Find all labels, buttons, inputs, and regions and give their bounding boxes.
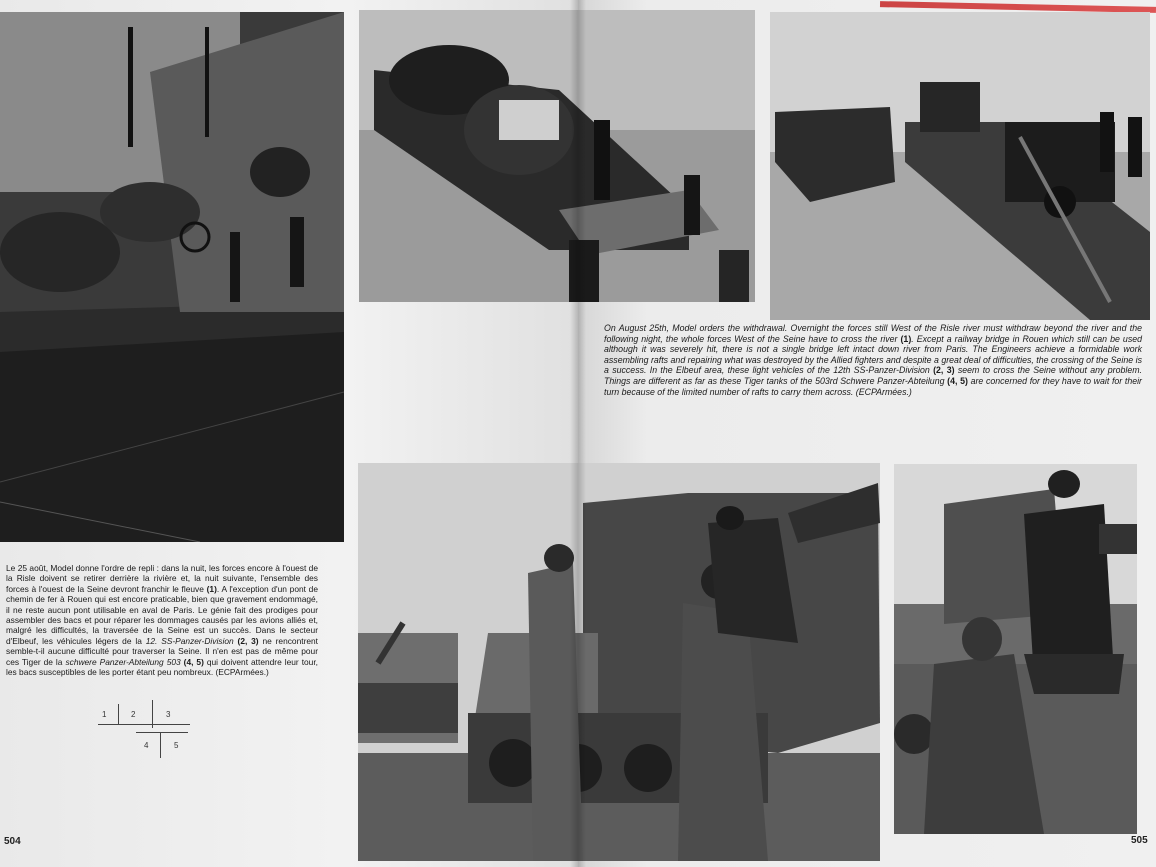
caption-en-text-2: . Except a railway bridge in Rouen which still can be used although it was severely hit, there is not a single bridge left intact down river from Paris. The Engineers achieve a formidable work assembling rafts and repairing what was destroyed by the Allied fighters and despite a great deal of difficulties, the crossing of the Seine is a success. In the Elbeuf area, these light vehicles of the 12th SS-Panzer-Division: [604, 333, 1143, 376]
caption-en-text-3: seem to cross the Seine without any problem. Things are different as far as these Tiger tanks of the 503rd Schwere Panzer-Abteilung: [604, 365, 1142, 386]
page-number-right: 505: [1131, 835, 1148, 846]
layout-key-hline-2: [136, 732, 188, 733]
caption-french: [6, 563, 318, 677]
caption-fr-text-1: Le 25 août, Model donne l'ordre de repli : dans la nuit, les forces encore à l'ouest de la Risle doivent se retirer derrière la rivière et, la nuit suivante, l'ensemble des forces à l'ouest de la Seine devront franchir le fleuve: [6, 563, 318, 594]
layout-key-vline-2: [152, 700, 153, 724]
photo-raft-truck-image: [770, 12, 1150, 320]
caption-fr-unit-2: schwere Panzer-Abteilung 503: [65, 656, 181, 667]
photo-tiger-crewman: [894, 464, 1137, 834]
layout-key-hline: [98, 724, 190, 725]
layout-key-cell-3: 3: [166, 710, 171, 719]
layout-key-vline-3: [152, 724, 153, 728]
caption-en-text-4: are concerned for they have to wait for their turn because of the limited number of rafts to carry them across. (ECPArmées.): [604, 375, 1142, 397]
page-number-left: 504: [4, 836, 21, 847]
photo-tiger-crewman-image: [894, 464, 1137, 834]
photo-tiger-soldiers-image: [358, 463, 880, 861]
caption-en-text-1: On August 25th, Model orders the withdrawal. Overnight the forces still West of the Risle river must withdraw beyond the river and the following night, the whole forces West of the Seine have to cross the river: [604, 323, 1142, 344]
layout-key-vline-4: [160, 732, 161, 758]
photo-raft-vehicles: [359, 10, 755, 302]
caption-fr-ref-1: (1): [206, 583, 217, 594]
caption-fr-text-2: . A l'exception d'un pont de chemin de fer à Rouen qui est encore praticable, bien que gravement endommagé, il ne reste aucun pont utilisable en aval de Paris. Le génie fait des prodiges pour assembler des bacs et pour réparer les dommages causés par les avions alliés et, malgré les difficultés, la traversée de la Seine est un succès. Dans le secteur d'Elbeuf, les véhicules légers de la: [6, 583, 318, 646]
layout-key-cell-1: 1: [102, 710, 107, 719]
caption-en-ref-1: (1): [900, 333, 912, 344]
caption-fr-text-3: ne rencontrent semble-t-il aucune difficulté pour traverser la Seine. Il n'en est pas de même pour ces Tiger de la: [6, 635, 318, 667]
photo-raft-vehicles-image: [359, 10, 755, 302]
layout-key-vline-1: [118, 704, 119, 724]
photo-riverbank-image: [0, 12, 344, 542]
caption-en-ref-3: (4, 5): [947, 375, 968, 386]
book-gutter: [570, 0, 586, 867]
photo-raft-truck: [770, 12, 1150, 320]
layout-key-cell-5: 5: [174, 741, 179, 750]
caption-fr-unit-1: 12. SS-Panzer-Division: [145, 635, 234, 646]
photo-tiger-soldiers: [358, 463, 880, 861]
caption-english: [604, 323, 1142, 397]
photo-layout-key: [98, 700, 190, 760]
caption-fr-ref-3: (4, 5): [180, 656, 204, 667]
layout-key-cell-4: 4: [144, 741, 149, 750]
caption-en-ref-2: (2, 3): [933, 365, 955, 376]
layout-key-cell-2: 2: [131, 710, 136, 719]
caption-fr-text-4: qui doivent attendre leur tour, les bacs susceptibles de les porter étant peu nombreux. (ECPArmées.): [6, 656, 318, 678]
caption-fr-ref-2: (2, 3): [233, 635, 259, 646]
photo-riverbank-carts: [0, 12, 344, 542]
